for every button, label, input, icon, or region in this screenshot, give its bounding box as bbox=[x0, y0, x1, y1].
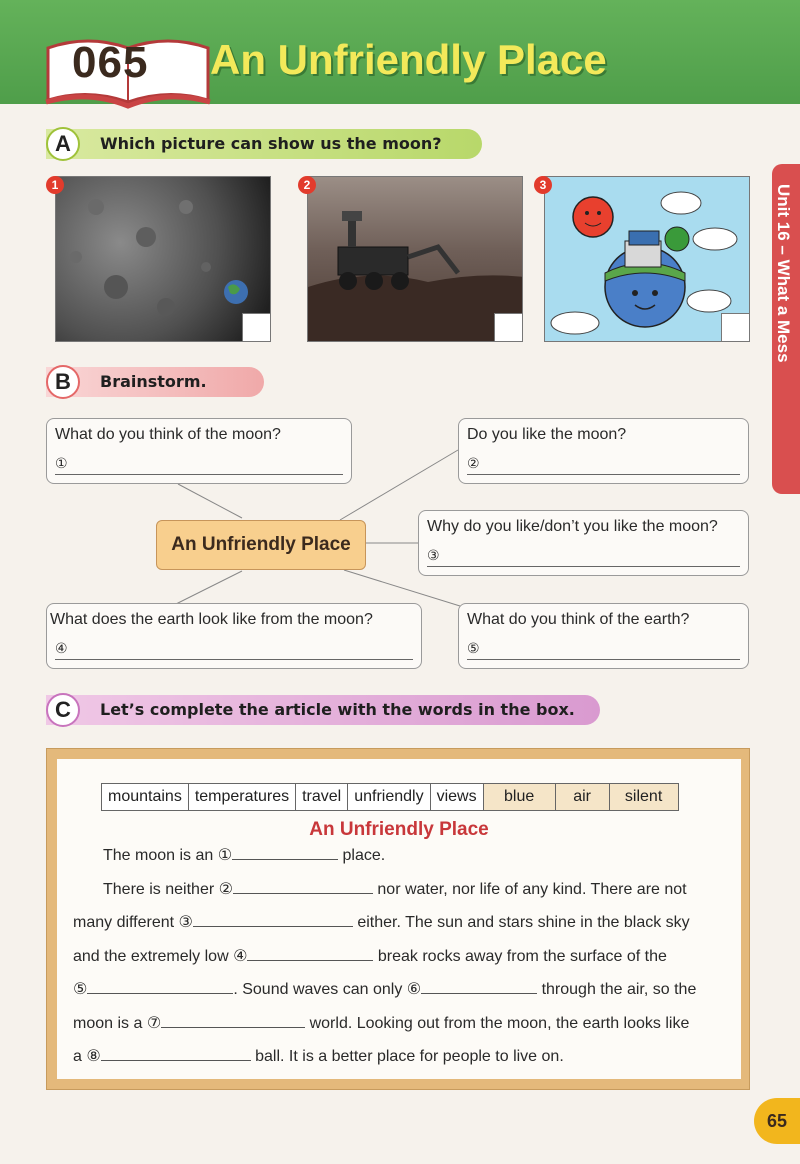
brainstorm-question-2 bbox=[458, 418, 749, 484]
question-number: ① bbox=[55, 455, 68, 471]
blank-number: ④ bbox=[233, 948, 248, 965]
question-number: ⑤ bbox=[467, 640, 480, 656]
question-text: Do you like the moon? bbox=[467, 426, 627, 443]
section-b-instruction: Brainstorm. bbox=[100, 372, 207, 391]
page-number: 65 bbox=[754, 1098, 800, 1144]
article-line-2 bbox=[103, 879, 687, 899]
article-text: either. The sun and stars shine in the black sky bbox=[352, 914, 690, 931]
answer-line-4[interactable] bbox=[55, 640, 413, 660]
article-text: through the air, so the bbox=[537, 981, 697, 998]
article-text: There is neither bbox=[103, 881, 219, 898]
word-box-item: unfriendly bbox=[348, 784, 430, 810]
answer-line-3[interactable] bbox=[427, 547, 740, 567]
mindmap-center-topic: An Unfriendly Place bbox=[156, 520, 366, 570]
article-text: world. Looking out from the moon, the earth looks like bbox=[305, 1015, 690, 1032]
answer-line-1[interactable] bbox=[55, 455, 343, 475]
picture-number-1: 1 bbox=[46, 176, 64, 194]
article-text: nor water, nor life of any kind. There are not bbox=[372, 881, 687, 898]
blank-number: ⑥ bbox=[406, 981, 422, 998]
word-box-item: mountains bbox=[102, 784, 189, 810]
article-line-7 bbox=[73, 1046, 564, 1066]
section-a-badge: A bbox=[46, 127, 80, 161]
article-text: many different bbox=[73, 914, 179, 931]
blank-2[interactable] bbox=[233, 880, 373, 894]
blank-1[interactable] bbox=[232, 846, 338, 860]
section-a-instruction: Which picture can show us the moon? bbox=[100, 134, 442, 153]
section-c-header bbox=[46, 695, 600, 725]
brainstorm-question-1 bbox=[46, 418, 352, 484]
question-text: What do you think of the moon? bbox=[55, 426, 281, 443]
article-text: The moon is an bbox=[103, 847, 218, 864]
blank-6[interactable] bbox=[421, 980, 537, 994]
picture-number-2: 2 bbox=[298, 176, 316, 194]
page-title: An Unfriendly Place bbox=[210, 36, 607, 83]
word-box-item: temperatures bbox=[189, 784, 296, 810]
blank-3[interactable] bbox=[193, 913, 353, 927]
brainstorm-question-5 bbox=[458, 603, 749, 669]
article-title: An Unfriendly Place bbox=[309, 819, 489, 840]
question-text: What do you think of the earth? bbox=[467, 611, 690, 628]
article-line-3 bbox=[73, 912, 690, 932]
blank-number: ⑦ bbox=[146, 1015, 162, 1032]
blank-number: ⑧ bbox=[86, 1048, 101, 1065]
blank-4[interactable] bbox=[247, 947, 373, 961]
blank-number: ② bbox=[218, 881, 233, 898]
article-line-1 bbox=[103, 845, 385, 865]
word-box-item: blue bbox=[484, 784, 556, 810]
question-text: What does the earth look like from the moon? bbox=[50, 611, 373, 628]
word-box-item: air bbox=[556, 784, 610, 810]
article-line-6 bbox=[73, 1013, 689, 1033]
article-frame bbox=[46, 748, 750, 1090]
article-text: break rocks away from the surface of the bbox=[373, 948, 667, 965]
question-number: ③ bbox=[427, 547, 440, 563]
word-box-item: views bbox=[431, 784, 484, 810]
word-box bbox=[101, 783, 679, 811]
answer-line-2[interactable] bbox=[467, 455, 740, 475]
article-text: ball. It is a better place for people to live on. bbox=[250, 1048, 564, 1065]
blank-number: ⑤ bbox=[73, 981, 88, 998]
article-text: place. bbox=[338, 847, 386, 864]
article-text: and the extremely low bbox=[73, 948, 234, 965]
blank-number: ① bbox=[217, 847, 233, 864]
article-paper bbox=[57, 759, 741, 1079]
article-text: . Sound waves can only bbox=[233, 981, 407, 998]
blank-8[interactable] bbox=[101, 1047, 251, 1061]
brainstorm-question-3 bbox=[418, 510, 749, 576]
article-text: moon is a bbox=[73, 1015, 147, 1032]
word-box-item: silent bbox=[610, 784, 678, 810]
blank-5[interactable] bbox=[87, 980, 233, 994]
question-number: ④ bbox=[55, 640, 68, 656]
answer-line-5[interactable] bbox=[467, 640, 740, 660]
unit-label: Unit 16 – What a Mess bbox=[774, 184, 793, 363]
section-c-instruction: Let’s complete the article with the words in the box. bbox=[100, 700, 575, 719]
section-c-badge: C bbox=[46, 693, 80, 727]
question-number: ② bbox=[467, 455, 480, 471]
lesson-number: 065 bbox=[72, 38, 149, 87]
section-b-badge: B bbox=[46, 365, 80, 399]
word-box-item: travel bbox=[296, 784, 348, 810]
article-line-4 bbox=[73, 946, 667, 966]
brainstorm-question-4 bbox=[46, 603, 422, 669]
blank-7[interactable] bbox=[161, 1014, 305, 1028]
blank-number: ③ bbox=[178, 914, 193, 931]
picture-number-3: 3 bbox=[534, 176, 552, 194]
question-text: Why do you like/don’t you like the moon? bbox=[427, 518, 718, 535]
article-line-5 bbox=[73, 979, 696, 999]
article-text: a bbox=[73, 1048, 87, 1065]
